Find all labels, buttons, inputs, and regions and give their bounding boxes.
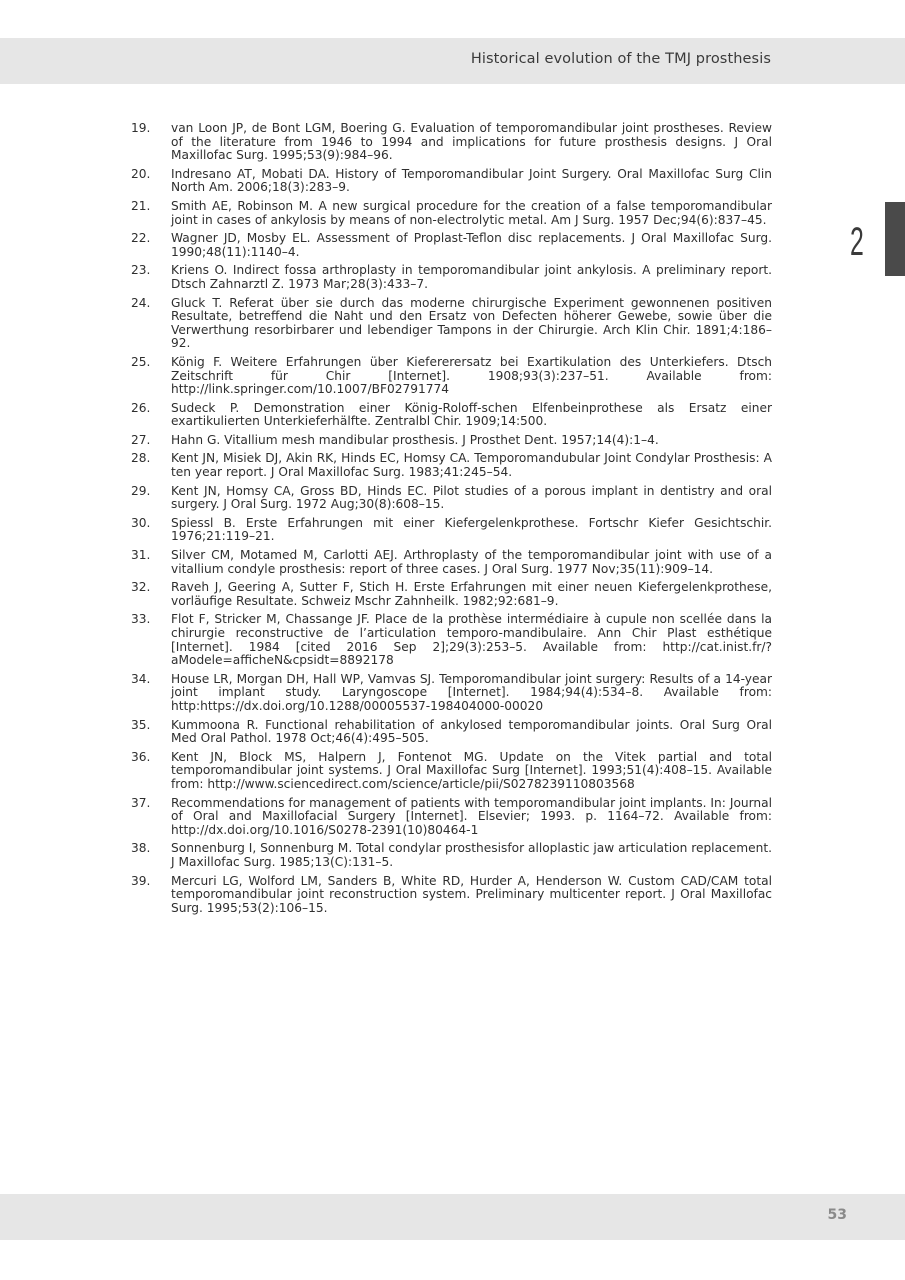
- reference-text: Hahn G. Vitallium mesh mandibular prosthesis. J Prosthet Dent. 1957;14(4):1–4.: [171, 432, 659, 447]
- reference-text: Raveh J, Geering A, Sutter F, Stich H. Erste Erfahrungen mit einer neuen Kiefergelenkprothese, vorläufige Resultate. Schweiz Mschr Zahnheilk. 1982;92:681–9.: [171, 580, 772, 608]
- reference-list: [131, 122, 772, 920]
- reference-number: 27.: [131, 432, 151, 447]
- reference-item: [131, 719, 772, 746]
- reference-item: [131, 875, 772, 916]
- running-header-title: Historical evolution of the TMJ prosthesis: [470, 51, 771, 67]
- reference-item: [131, 356, 772, 397]
- reference-number: 25.: [131, 354, 151, 369]
- reference-number: 38.: [131, 841, 151, 856]
- reference-number: 33.: [131, 612, 151, 627]
- reference-item: [131, 232, 772, 259]
- reference-item: [131, 613, 772, 667]
- reference-text: Kent JN, Block MS, Halpern J, Fontenot MG. Update on the Vitek partial and total temporomandibular joint systems. J Oral Maxillofac Surg [Internet]. 1993;51(4):408–15. Available from: http://www.sciencedirect.com/science/article/pii/S0278239110803568: [171, 749, 772, 791]
- reference-item: [131, 797, 772, 838]
- reference-number: 26.: [131, 400, 151, 415]
- reference-number: 36.: [131, 749, 151, 764]
- reference-item: [131, 264, 772, 291]
- reference-text: Kent JN, Homsy CA, Gross BD, Hinds EC. Pilot studies of a porous implant in dentistry and oral surgery. J Oral Surg. 1972 Aug;30(8):608–15.: [171, 483, 772, 512]
- reference-item: [131, 434, 772, 448]
- reference-number: 19.: [131, 121, 151, 135]
- reference-number: 39.: [131, 873, 151, 888]
- reference-number: 24.: [131, 295, 151, 310]
- reference-item: [131, 452, 772, 479]
- reference-text: Smith AE, Robinson M. A new surgical procedure for the creation of a false temporomandibular joint in cases of ankylosis by means of non-electrolytic metal. Am J Surg. 1957 Dec;94(6):837–45.: [171, 198, 772, 227]
- reference-number: 20.: [131, 166, 151, 181]
- reference-number: 21.: [131, 198, 151, 213]
- reference-text: König F. Weitere Erfahrungen über Kiefererersatz bei Exartikulation des Unterkiefers. Dtsch Zeitschrift für Chir [Internet]. 1908;93(3):237–51. Available from: http://link.springer.com/10.1007/BF02791774: [171, 354, 772, 397]
- reference-text: van Loon JP, de Bont LGM, Boering G. Evaluation of temporomandibular joint prostheses. Review of the literature from 1946 to 1994 and implications for future prosthesis designs. J Oral Maxillofac Surg. 1995;53(9):984–96.: [171, 121, 772, 163]
- reference-text: Sudeck P. Demonstration einer König-Roloff-schen Elfenbeinprothese als Ersatz einer exartikulierten Unterkieferhälfte. Zentralbl Chir. 1909;14:500.: [171, 400, 772, 429]
- page-number: 53: [827, 1207, 847, 1223]
- reference-text: House LR, Morgan DH, Hall WP, Vamvas SJ. Temporomandibular joint surgery: Results of a 14-year joint implant study. Laryngoscope [Internet]. 1984;94(4):534–8. Available from: http:https://dx.doi.org/10.1288/00005537-198404000-00020: [171, 671, 772, 713]
- reference-number: 32.: [131, 580, 151, 595]
- reference-item: [131, 297, 772, 351]
- reference-number: 30.: [131, 515, 151, 530]
- reference-item: [131, 517, 772, 544]
- reference-text: Flot F, Stricker M, Chassange JF. Place de la prothèse intermédiaire à cupule non scellée dans la chirurgie reconstructive de l’articulation temporo-mandibulaire. Ann Chir Plast esthétique [Internet]. 1984 [cited 2016 Sep 2];29(3):253–5. Available from: http://cat.inist.fr/?aModele=afficheN&cpsidt=8892178: [171, 612, 772, 668]
- reference-item: [131, 549, 772, 576]
- reference-item: [131, 842, 772, 869]
- reference-text: Mercuri LG, Wolford LM, Sanders B, White RD, Hurder A, Henderson W. Custom CAD/CAM total temporomandibular joint reconstruction system. Preliminary multicenter report. J Oral Maxillofac Surg. 1995;53(2):106–15.: [171, 873, 772, 915]
- reference-number: 29.: [131, 483, 151, 498]
- reference-number: 37.: [131, 795, 151, 810]
- reference-text: Indresano AT, Mobati DA. History of Temporomandibular Joint Surgery. Oral Maxillofac Surg Clin North Am. 2006;18(3):283–9.: [171, 166, 772, 195]
- reference-number: 35.: [131, 717, 151, 732]
- chapter-number: 2: [850, 220, 864, 264]
- reference-text: Kummoona R. Functional rehabilitation of ankylosed temporomandibular joints. Oral Surg Oral Med Oral Pathol. 1978 Oct;46(4):495–505.: [171, 717, 772, 746]
- page-footer: [0, 1194, 905, 1240]
- reference-number: 22.: [131, 231, 151, 246]
- reference-number: 28.: [131, 451, 151, 466]
- reference-text: Kriens O. Indirect fossa arthroplasty in temporomandibular joint ankylosis. A preliminary report. Dtsch Zahnarztl Z. 1973 Mar;28(3):433–7.: [171, 263, 772, 291]
- reference-text: Silver CM, Motamed M, Carlotti AEJ. Arthroplasty of the temporomandibular joint with use of a vitallium condyle prosthesis: report of three cases. J Oral Surg. 1977 Nov;35(11):909–14.: [171, 548, 772, 576]
- reference-text: Wagner JD, Mosby EL. Assessment of Proplast-Teflon disc replacements. J Oral Maxillofac Surg. 1990;48(11):1140–4.: [171, 231, 772, 259]
- reference-item: [131, 485, 772, 512]
- reference-item: [131, 402, 772, 429]
- reference-text: Recommendations for management of patients with temporomandibular joint implants. In: Journal of Oral and Maxillofacial Surgery [Internet]. Elsevier; 1993. p. 1164–72. Available from: http://dx.doi.org/10.1016/S0278-2391(10)80464-1: [171, 795, 772, 837]
- reference-text: Kent JN, Misiek DJ, Akin RK, Hinds EC, Homsy CA. Temporomandubular Joint Condylar Prosthesis: A ten year report. J Oral Maxillofac Surg. 1983;41:245–54.: [171, 451, 772, 480]
- reference-item: [131, 751, 772, 792]
- reference-item: [131, 581, 772, 608]
- running-header: [0, 38, 905, 84]
- reference-item: [131, 168, 772, 195]
- reference-item: [131, 200, 772, 227]
- reference-item: [131, 673, 772, 714]
- reference-text: Spiessl B. Erste Erfahrungen mit einer Kiefergelenkprothese. Fortschr Kiefer Gesichtschir. 1976;21:119–21.: [171, 515, 772, 544]
- reference-text: Sonnenburg I, Sonnenburg M. Total condylar prosthesisfor alloplastic jaw articulation replacement. J Maxillofac Surg. 1985;13(C):131–5.: [171, 841, 772, 869]
- reference-item: [131, 122, 772, 163]
- reference-number: 31.: [131, 548, 151, 563]
- reference-number: 23.: [131, 263, 151, 278]
- reference-text: Gluck T. Referat über sie durch das moderne chirurgische Experiment gewonnenen positiven Resultate, betreffend die Naht und den Ersatz von Defecten höherer Gewebe, sowie über die Verwerthung resorbirbarer und lebendiger Tampons in der Chirurgie. Arch Klin Chir. 1891;4:186–92.: [171, 295, 772, 351]
- reference-number: 34.: [131, 671, 151, 686]
- chapter-thumb-tab: [885, 202, 905, 276]
